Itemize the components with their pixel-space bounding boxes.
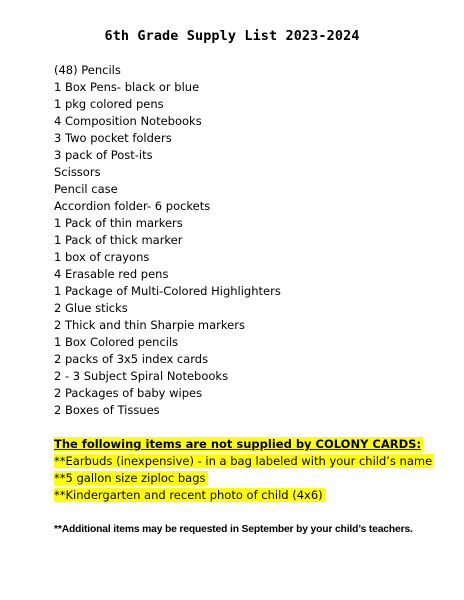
list-item: 2 Packages of baby wipes	[54, 386, 203, 400]
list-item: 1 Box Pens- black or blue	[54, 80, 200, 94]
list-item: 4 Composition Notebooks	[54, 114, 202, 128]
list-item: 2 Boxes of Tissues	[54, 403, 160, 417]
list-item: Accordion folder- 6 pockets	[54, 199, 211, 213]
list-item: 2 - 3 Subject Spiral Notebooks	[54, 369, 229, 383]
not-supplied-item: **Kindergarten and recent photo of child (4x6)	[54, 488, 323, 502]
footnote: **Additional items may be requested in September by your child’s teachers.	[54, 524, 413, 535]
not-supplied-section	[54, 436, 434, 504]
list-item: Scissors	[54, 165, 101, 179]
list-item: 4 Erasable red pens	[54, 267, 169, 281]
list-item: 1 pkg colored pens	[54, 97, 164, 111]
list-item: 1 box of crayons	[54, 250, 150, 264]
not-supplied-item: **5 gallon size ziploc bags	[54, 471, 206, 485]
not-supplied-heading-row	[54, 436, 434, 453]
not-supplied-item: **Earbuds (inexpensive) - in a bag labeled with your child’s name	[54, 454, 433, 468]
list-item: 3 Two pocket folders	[54, 131, 172, 145]
page-title: 6th Grade Supply List 2023-2024	[104, 28, 360, 44]
list-item	[54, 453, 434, 470]
list-item: (48) Pencils	[54, 63, 121, 77]
list-item: Pencil case	[54, 182, 118, 196]
list-item: 1 Pack of thin markers	[54, 216, 183, 230]
list-item: 1 Pack of thick marker	[54, 233, 183, 247]
list-item: 2 Thick and thin Sharpie markers	[54, 318, 245, 332]
list-item: 2 Glue sticks	[54, 301, 128, 315]
supply-list	[54, 62, 281, 419]
list-item: 3 pack of Post-its	[54, 148, 153, 162]
list-item	[54, 470, 434, 487]
list-item	[54, 487, 434, 504]
not-supplied-heading: The following items are not supplied by COLONY CARDS:	[54, 437, 422, 451]
list-item: 1 Box Colored pencils	[54, 335, 179, 349]
list-item: 2 packs of 3x5 index cards	[54, 352, 209, 366]
list-item: 1 Package of Multi-Colored Highlighters	[54, 284, 281, 298]
